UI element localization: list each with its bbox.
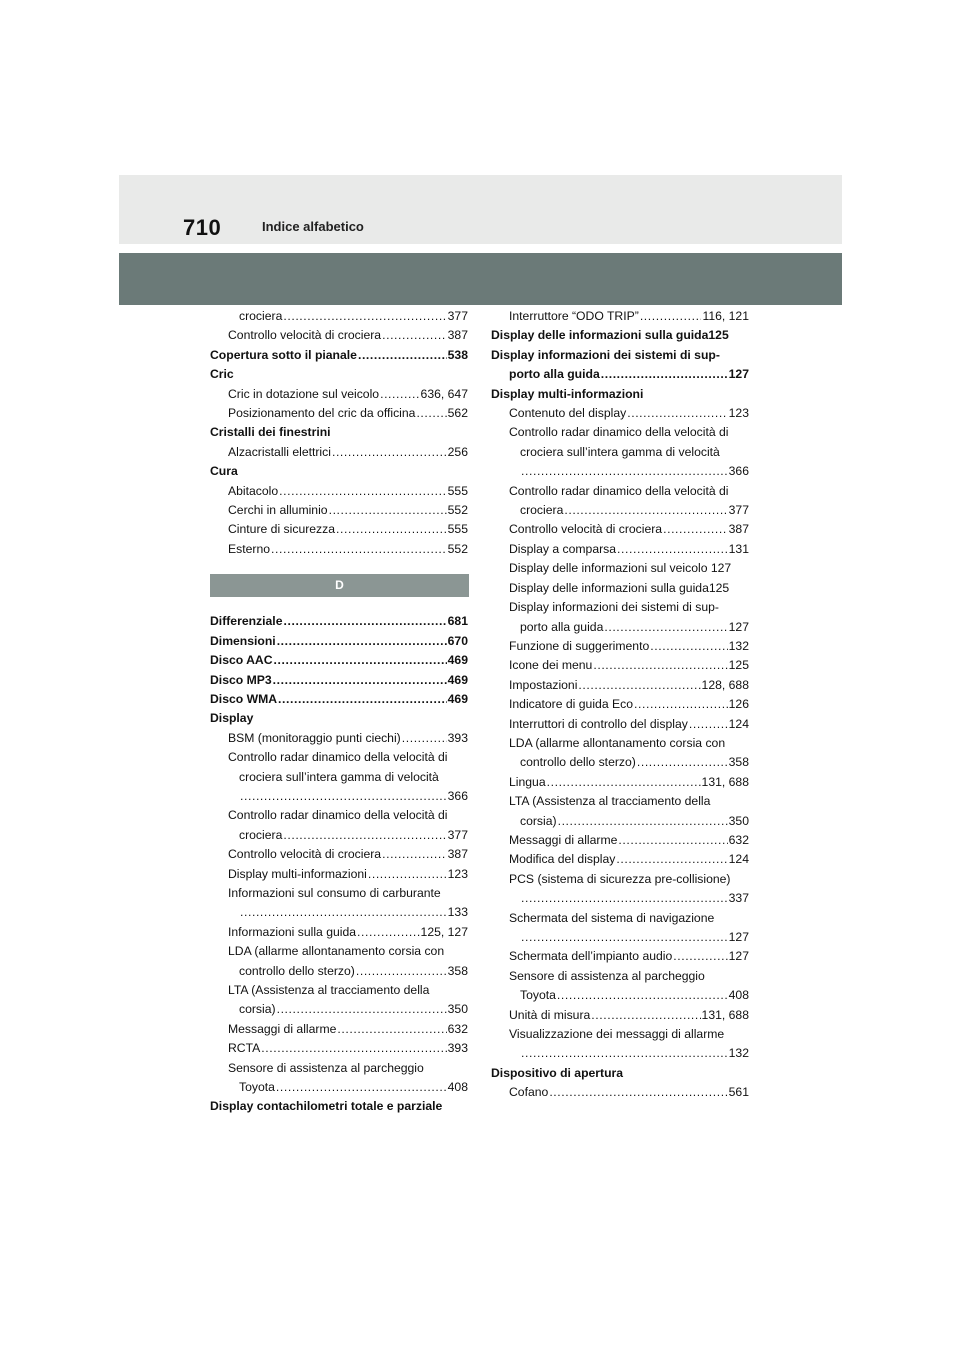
index-entry-term: Messaggi di allarme <box>228 1021 337 1036</box>
dot-leader <box>591 1006 700 1025</box>
index-entry <box>491 462 749 481</box>
index-entry-term: Toyota <box>239 1080 275 1095</box>
dot-leader <box>521 462 728 481</box>
index-entry-term: Controllo velocità di crociera <box>228 328 382 343</box>
section-title: Indice alfabetico <box>262 219 364 234</box>
index-entry <box>210 443 468 462</box>
index-entry-page: 632 <box>728 832 749 847</box>
index-entry <box>491 637 749 656</box>
dot-leader <box>240 903 447 922</box>
dot-leader <box>380 385 419 404</box>
index-entry-term: LTA (Assistenza al tracciamento della <box>228 983 430 997</box>
index-entry <box>210 346 468 365</box>
index-entry-page: 555 <box>447 522 468 537</box>
index-entry <box>210 806 468 825</box>
index-entry-page: 128, 688 <box>701 677 749 692</box>
index-entry <box>210 962 468 981</box>
dot-leader <box>549 1083 727 1102</box>
index-entry <box>491 326 749 345</box>
index-entry-page: 366 <box>447 788 468 803</box>
index-entry <box>210 1000 468 1019</box>
dot-leader <box>277 1000 447 1019</box>
index-entry-term: Sensore di assistenza al parcheggio <box>228 1060 424 1075</box>
index-entry <box>491 1064 749 1083</box>
index-entry-term: Copertura sotto il pianale <box>210 347 357 362</box>
dot-leader <box>382 326 447 345</box>
index-entry <box>210 787 468 806</box>
index-entry <box>210 540 468 559</box>
index-entry <box>491 598 749 617</box>
index-entry <box>491 734 749 753</box>
index-entry <box>491 307 749 326</box>
index-entry-page: 127 <box>728 619 749 634</box>
index-entry-term: Sensore di assistenza al parcheggio <box>509 968 705 983</box>
index-entry <box>210 501 468 520</box>
index-entry-term: Modifica del display <box>509 852 616 867</box>
index-block-d-continued <box>491 307 749 1103</box>
index-entry-page: 358 <box>728 755 749 770</box>
index-entry-page: 366 <box>728 464 749 479</box>
index-entry <box>210 482 468 501</box>
index-entry-page: 377 <box>447 309 468 323</box>
index-entry <box>210 1078 468 1097</box>
index-entry-term: Controllo radar dinamico della velocità di <box>509 425 729 440</box>
dot-leader <box>357 923 420 942</box>
index-entry-term: Display a comparsa <box>509 541 617 556</box>
index-entry <box>210 690 468 709</box>
index-entry-page: 337 <box>728 891 749 906</box>
dot-leader <box>273 671 447 690</box>
dot-leader <box>557 986 728 1005</box>
index-entry-term: porto alla guida <box>520 619 604 634</box>
index-entry-page: 126 <box>728 697 749 712</box>
index-entry <box>491 889 749 908</box>
dot-leader <box>547 773 701 792</box>
index-entry-term: Cofano <box>509 1085 549 1100</box>
index-entry <box>210 981 468 1000</box>
index-entry-page: 469 <box>447 691 468 706</box>
index-entry-term: crociera <box>520 503 564 518</box>
dot-leader <box>617 540 728 559</box>
index-entry-page: 125 <box>728 658 749 673</box>
index-entry <box>210 1039 468 1058</box>
dot-leader <box>604 618 727 637</box>
index-entry <box>210 768 468 787</box>
index-entry <box>210 748 468 767</box>
dot-leader <box>278 690 447 709</box>
index-entry-term: crociera sull’intera gamma di velocità <box>239 769 439 784</box>
index-entry <box>491 831 749 850</box>
index-entry-term: Display contachilometri totale e parziale <box>210 1099 443 1114</box>
index-entry-page: 256 <box>447 444 468 459</box>
index-entry <box>491 346 749 365</box>
index-entry <box>491 423 749 442</box>
index-entry-term: crociera <box>239 309 283 323</box>
index-entry-term: Cinture di sicurezza <box>228 522 336 537</box>
index-entry <box>210 671 468 690</box>
index-entry-term: Display <box>210 711 254 726</box>
dot-leader <box>276 1078 447 1097</box>
index-entry <box>210 826 468 845</box>
dot-leader <box>640 307 702 326</box>
index-entry-page: 408 <box>447 1080 468 1095</box>
dot-leader <box>329 501 447 520</box>
dot-leader <box>564 501 727 520</box>
index-entry <box>210 462 468 481</box>
index-entry <box>491 870 749 889</box>
index-column-left <box>210 307 468 1117</box>
index-entry-term: BSM (monitoraggio punti ciechi) <box>228 730 401 745</box>
index-entry-term: Disco MP3 <box>210 672 272 687</box>
index-entry-page: 358 <box>447 963 468 978</box>
dot-leader <box>358 346 447 365</box>
index-entry-term: Informazioni sul consumo di carburante <box>228 885 441 900</box>
dot-leader <box>521 928 728 947</box>
index-entry-term: Disco WMA <box>210 691 278 706</box>
dot-leader <box>663 520 728 539</box>
index-entry-term: Controllo velocità di crociera <box>509 522 663 537</box>
index-entry <box>491 1006 749 1025</box>
index-entry-term: Interruttori di controllo del display <box>509 716 688 731</box>
index-entry-page: 132 <box>728 1046 749 1061</box>
page-header <box>119 175 842 244</box>
index-entry-term: Unità di misura <box>509 1007 591 1022</box>
index-entry <box>491 365 749 384</box>
letter-divider-d: D <box>210 574 469 597</box>
dot-leader <box>637 753 728 772</box>
index-entry-term: Controllo radar dinamico della velocità di <box>228 808 448 823</box>
index-entry-term: PCS (sistema di sicurezza pre-collisione) <box>509 871 731 886</box>
dot-leader <box>274 651 447 670</box>
index-column-right <box>491 307 749 1103</box>
index-entry <box>491 385 749 404</box>
dot-leader <box>650 637 727 656</box>
index-entry-page: 387 <box>728 522 749 537</box>
index-entry-term: corsia) <box>520 813 557 828</box>
dot-leader <box>382 845 447 864</box>
index-entry-page: 562 <box>447 406 468 421</box>
dot-leader <box>337 1020 446 1039</box>
index-entry-term: Cerchi in alluminio <box>228 503 328 518</box>
index-entry-page: 393 <box>447 1041 468 1056</box>
dot-leader <box>689 715 728 734</box>
index-entry-page: 552 <box>447 503 468 518</box>
index-entry-term: controllo dello sterzo) <box>239 963 355 978</box>
index-entry <box>491 1044 749 1063</box>
dot-leader <box>336 520 447 539</box>
index-entry-term: Display multi-informazioni <box>228 866 367 881</box>
index-entry-page: 127 <box>728 949 749 964</box>
index-entry-term: porto alla guida <box>509 367 600 382</box>
index-entry-page: 124 <box>728 852 749 867</box>
index-entry-term: Display delle informazioni sulla guida125 <box>491 328 729 343</box>
index-entry-page: 116, 121 <box>702 309 749 323</box>
index-entry-page: 393 <box>447 730 468 745</box>
index-entry-term: Toyota <box>520 988 556 1003</box>
index-entry-term: corsia) <box>239 1002 276 1017</box>
index-entry-page: 469 <box>447 672 468 687</box>
index-entry-page: 632 <box>447 1021 468 1036</box>
index-entry-term: Controllo velocità di crociera <box>228 847 382 862</box>
index-entry <box>210 942 468 961</box>
index-entry-term: Cristalli dei finestrini <box>210 425 331 440</box>
index-entry-page: 125, 127 <box>420 924 468 939</box>
index-entry <box>210 385 468 404</box>
index-entry <box>210 365 468 384</box>
index-entry-page: 123 <box>728 406 749 421</box>
index-entry <box>210 1020 468 1039</box>
dot-leader <box>618 831 727 850</box>
index-entry <box>491 559 749 578</box>
dot-leader <box>593 656 727 675</box>
dot-leader <box>356 962 447 981</box>
index-entry-term: LDA (allarme allontanamento corsia con <box>228 944 445 959</box>
index-entry <box>210 903 468 922</box>
index-entry <box>491 501 749 520</box>
index-entry <box>491 947 749 966</box>
index-entry-term: Abitacolo <box>228 483 279 498</box>
dot-leader <box>240 787 447 806</box>
index-entry-page: 132 <box>728 638 749 653</box>
index-entry <box>491 928 749 947</box>
index-entry <box>491 773 749 792</box>
index-entry-term: Contenuto del display <box>509 406 627 421</box>
index-entry <box>210 651 468 670</box>
page-number: 710 <box>183 215 222 240</box>
index-entry-term: Display multi-informazioni <box>491 386 644 401</box>
index-entry <box>491 753 749 772</box>
index-entry-term: Interruttore “ODO TRIP” <box>509 309 639 323</box>
index-entry-term: Schermata del sistema di navigazione <box>509 910 715 925</box>
index-entry-page: 131 <box>728 541 749 556</box>
index-entry-page: 350 <box>447 1002 468 1017</box>
index-entry-page: 552 <box>447 541 468 556</box>
index-entry-page: 555 <box>447 483 468 498</box>
dot-leader <box>558 812 728 831</box>
dot-leader <box>283 826 446 845</box>
dot-leader <box>627 404 727 423</box>
index-entry <box>210 1097 468 1116</box>
index-block-c <box>210 307 468 559</box>
index-entry-term: Impostazioni <box>509 677 578 692</box>
dot-leader <box>521 1044 728 1063</box>
index-entry <box>491 850 749 869</box>
index-entry <box>491 792 749 811</box>
dot-leader <box>673 947 727 966</box>
index-entry-term: Dimensioni <box>210 633 276 648</box>
index-entry-term: crociera <box>239 827 283 842</box>
index-entry-page: 387 <box>447 328 468 343</box>
index-entry <box>491 909 749 928</box>
index-entry <box>210 845 468 864</box>
index-entry-term: crociera sull’intera gamma di velocità <box>520 444 720 459</box>
index-entry-term: Icone dei menu <box>509 658 593 673</box>
index-entry-term: Display delle informazioni sul veicolo 127 <box>509 561 732 576</box>
index-entry <box>491 1025 749 1044</box>
dot-leader <box>601 365 728 384</box>
dot-leader <box>279 482 447 501</box>
dot-leader <box>277 632 447 651</box>
index-entry-term: controllo dello sterzo) <box>520 755 636 770</box>
index-entry-term: Visualizzazione dei messaggi di allarme <box>509 1027 725 1042</box>
index-entry <box>491 540 749 559</box>
dot-leader <box>634 695 728 714</box>
index-entry <box>491 618 749 637</box>
index-entry <box>491 986 749 1005</box>
index-entry <box>210 632 468 651</box>
index-entry-page: 127 <box>728 930 749 944</box>
dot-leader <box>261 1039 446 1058</box>
index-entry <box>491 1083 749 1102</box>
index-entry-term: Schermata dell’impianto audio <box>509 949 673 964</box>
index-entry-page: 133 <box>447 905 468 920</box>
index-entry-page: 469 <box>447 653 468 668</box>
index-entry-term: Cura <box>210 464 238 479</box>
index-entry <box>210 1059 468 1078</box>
index-entry-page: 350 <box>728 813 749 828</box>
index-entry-term: Differenziale <box>210 614 283 629</box>
index-entry-page: 681 <box>447 614 468 629</box>
index-entry-term: Display informazioni dei sistemi di sup- <box>491 347 720 362</box>
index-entry-term: RCTA <box>228 1041 261 1056</box>
index-entry-term: Posizionamento del cric da officina <box>228 406 416 421</box>
index-entry <box>491 715 749 734</box>
index-entry <box>491 695 749 714</box>
index-entry <box>491 967 749 986</box>
index-entry-term: Display delle informazioni sulla guida125 <box>509 580 730 595</box>
index-entry-page: 538 <box>447 347 468 362</box>
index-entry <box>210 884 468 903</box>
index-entry <box>210 326 468 345</box>
index-entry-term: Messaggi di allarme <box>509 832 618 847</box>
dot-leader <box>616 850 727 869</box>
index-entry-page: 670 <box>447 633 468 648</box>
index-entry <box>491 443 749 462</box>
index-entry <box>210 709 468 728</box>
index-entry <box>491 812 749 831</box>
index-entry-term: Alzacristalli elettrici <box>228 444 331 459</box>
index-entry-page: 408 <box>728 988 749 1003</box>
index-entry-page: 123 <box>447 866 468 881</box>
index-entry <box>210 729 468 748</box>
dot-leader <box>578 676 700 695</box>
dot-leader <box>332 443 447 462</box>
dot-leader <box>368 865 447 884</box>
dot-leader <box>283 307 446 326</box>
index-entry-page: 561 <box>728 1085 749 1100</box>
index-entry-term: LDA (allarme allontanamento corsia con <box>509 735 726 750</box>
index-entry <box>491 579 749 598</box>
dot-leader <box>283 612 446 631</box>
index-entry-page: 124 <box>728 716 749 731</box>
index-entry-page: 377 <box>728 503 749 518</box>
index-entry <box>210 423 468 442</box>
index-entry-term: Dispositivo di apertura <box>491 1065 624 1080</box>
dot-leader <box>416 404 446 423</box>
index-block-d <box>210 612 468 1117</box>
index-entry-term: Cric in dotazione sul veicolo <box>228 386 380 401</box>
index-entry-term: Controllo radar dinamico della velocità di <box>509 483 729 498</box>
index-entry-page: 131, 688 <box>701 1007 749 1022</box>
dot-leader <box>521 889 728 908</box>
index-entry <box>210 520 468 539</box>
index-entry-term: Disco AAC <box>210 653 273 668</box>
index-entry <box>491 482 749 501</box>
dot-leader <box>271 540 447 559</box>
header-band <box>119 253 842 305</box>
index-entry-term: Informazioni sulla guida <box>228 924 357 939</box>
index-entry <box>491 404 749 423</box>
index-entry <box>210 404 468 423</box>
index-entry-term: LTA (Assistenza al tracciamento della <box>509 794 711 809</box>
index-entry-page: 131, 688 <box>701 774 749 789</box>
index-entry-term: Lingua <box>509 774 546 789</box>
index-entry <box>491 520 749 539</box>
index-entry-page: 377 <box>447 827 468 842</box>
index-entry-page: 387 <box>447 847 468 862</box>
index-entry <box>491 676 749 695</box>
index-entry <box>210 307 468 326</box>
index-entry-term: Indicatore di guida Eco <box>509 697 633 712</box>
index-entry <box>491 656 749 675</box>
index-entry-term: Controllo radar dinamico della velocità di <box>228 750 448 765</box>
index-entry <box>210 923 468 942</box>
index-entry-page: 127 <box>728 367 749 382</box>
index-entry-term: Funzione di suggerimento <box>509 638 650 653</box>
index-entry <box>210 612 468 631</box>
index-entry-term: Cric <box>210 367 234 382</box>
index-entry-page: 636, 647 <box>420 386 468 401</box>
index-entry <box>210 865 468 884</box>
index-entry-term: Display informazioni dei sistemi di sup- <box>509 600 719 615</box>
index-entry-term: Esterno <box>228 541 271 556</box>
dot-leader <box>402 729 447 748</box>
